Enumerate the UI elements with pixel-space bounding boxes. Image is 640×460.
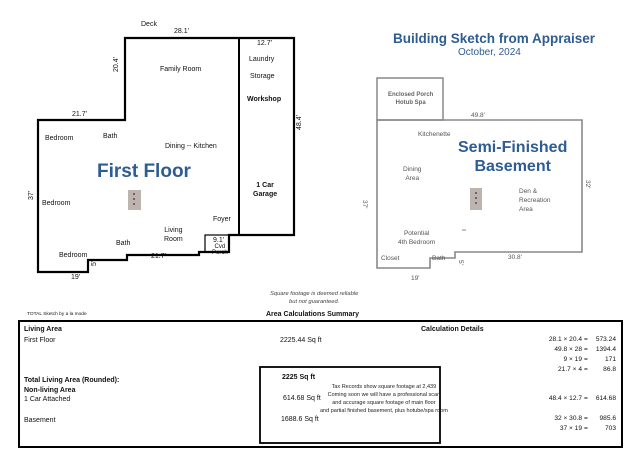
calc-eq: = <box>584 366 588 373</box>
garage-row-label: 1 Car Attached <box>24 396 71 403</box>
calc-expr: 21.7 × 4 <box>557 366 582 373</box>
calc-result: 985.6 <box>599 415 616 422</box>
basement-bath-label: Bath <box>432 255 446 262</box>
dim-right-side: 48.4' <box>296 115 303 130</box>
workshop-label: Workshop <box>247 96 282 103</box>
first-floor-row-label: First Floor <box>24 337 56 344</box>
basement-dim-right: 32' <box>584 180 591 189</box>
bedroom-mid-label: Bedroom <box>42 200 71 207</box>
calc-expr: 49.8 × 28 <box>554 346 582 353</box>
storage-label: Storage <box>250 73 275 80</box>
stair-marker-first-floor <box>128 190 141 210</box>
garage-row-value: 614.68 Sq ft <box>283 395 321 402</box>
basement-title: Semi-Finished Basement <box>458 139 568 175</box>
calc-result: 1394.4 <box>595 346 616 353</box>
enclosed-porch-label: Enclosed Porch Hotub Spa <box>388 92 434 106</box>
software-credit: TOTAL Sketch by a la mode <box>27 312 87 317</box>
basement-dim-left: 37' <box>361 200 368 209</box>
calc-eq: = <box>584 346 588 353</box>
basement-dim-bottom-right: 30.8' <box>508 254 522 261</box>
page-subtitle: October, 2024 <box>458 47 521 58</box>
first-floor-title: First Floor <box>97 161 191 182</box>
potential-bedroom-label: Potential 4th Bedroom <box>398 230 436 246</box>
bedroom-top-label: Bedroom <box>45 135 74 142</box>
calc-result: 171 <box>604 356 616 363</box>
basement-dim-bottom-left: 19' <box>411 275 420 282</box>
living-room-label: Living Room <box>164 227 183 243</box>
dim-bottom-mid: 21.7' <box>151 253 166 260</box>
garage-label: 1 Car Garage <box>253 182 278 198</box>
calc-expr: 48.4 × 12.7 <box>548 395 582 402</box>
dim-left-notch-horizontal: 21.7' <box>72 111 87 118</box>
calc-details-heading: Calculation Details <box>421 326 484 333</box>
calc-result: 86.8 <box>603 366 616 373</box>
first-floor-row-value: 2225.44 Sq ft <box>280 337 322 344</box>
dining-kitchen-label: Dining -- Kitchen <box>165 143 217 150</box>
calc-result: 703 <box>604 425 616 432</box>
page-title: Building Sketch from Appraiser <box>393 31 596 46</box>
deck-label: Deck <box>141 21 157 28</box>
calc-eq: = <box>584 356 588 363</box>
dim-top: 28.1' <box>174 28 189 35</box>
calc-eq: = <box>584 395 588 402</box>
calc-expr: 37 × 19 <box>559 425 582 432</box>
dim-porch: 9.1' <box>213 237 225 244</box>
total-living-label: Total Living Area (Rounded): <box>24 377 120 384</box>
non-living-heading: Non-living Area <box>24 387 76 394</box>
stair-marker-basement <box>470 188 482 210</box>
total-living-value: 2225 Sq ft <box>282 374 316 381</box>
dim-bottom-left: 19' <box>71 274 81 281</box>
dim-bottom-step: 5' <box>91 260 98 266</box>
calc-result: 614.68 <box>595 395 616 402</box>
calc-eq: = <box>584 415 588 422</box>
disclaimer-note: Square footage is deemed reliable but not guaranteed. <box>270 291 359 305</box>
bedroom-bottom-label: Bedroom <box>59 252 88 259</box>
closet-label: Closet <box>381 255 400 262</box>
bath-bottom-label: Bath <box>116 240 131 247</box>
living-area-heading: Living Area <box>24 326 62 333</box>
dim-left-notch-vertical: 20.4' <box>113 57 120 72</box>
dim-garage-top: 12.7' <box>257 40 272 47</box>
calc-result: 573.24 <box>595 336 616 343</box>
family-room-label: Family Room <box>160 66 202 73</box>
basement-row-label: Basement <box>24 417 56 424</box>
tax-records-note: Tax Records show square footage at 2,439 Coming soon we will have a professional scan and accurage square footage of main floor and partial finished basement, plus hotube/spa room <box>320 384 448 414</box>
laundry-label: Laundry <box>249 56 275 63</box>
basement-row-value: 1688.6 Sq ft <box>281 416 319 423</box>
dining-area-label: Dining Area <box>403 166 422 182</box>
calc-expr: 9 × 19 <box>563 356 582 363</box>
calc-eq: = <box>584 425 588 432</box>
basement-dim-step: 5' <box>457 260 464 265</box>
calc-expr: 32 × 30.8 <box>554 415 582 422</box>
dim-left-side: 37' <box>28 190 35 200</box>
calc-eq: = <box>584 336 588 343</box>
kitchenette-label: Kitchenette <box>418 131 451 138</box>
den-label: Den & Recreation Area <box>519 188 551 213</box>
table-title: Area Calculations Summary <box>266 311 359 318</box>
bath-top-label: Bath <box>103 133 118 140</box>
calc-expr: 28.1 × 20.4 <box>548 336 582 343</box>
porch-label: Cvd Porch <box>212 244 228 256</box>
basement-dim-top: 49.8' <box>471 112 485 119</box>
foyer-label: Foyer <box>213 216 231 223</box>
